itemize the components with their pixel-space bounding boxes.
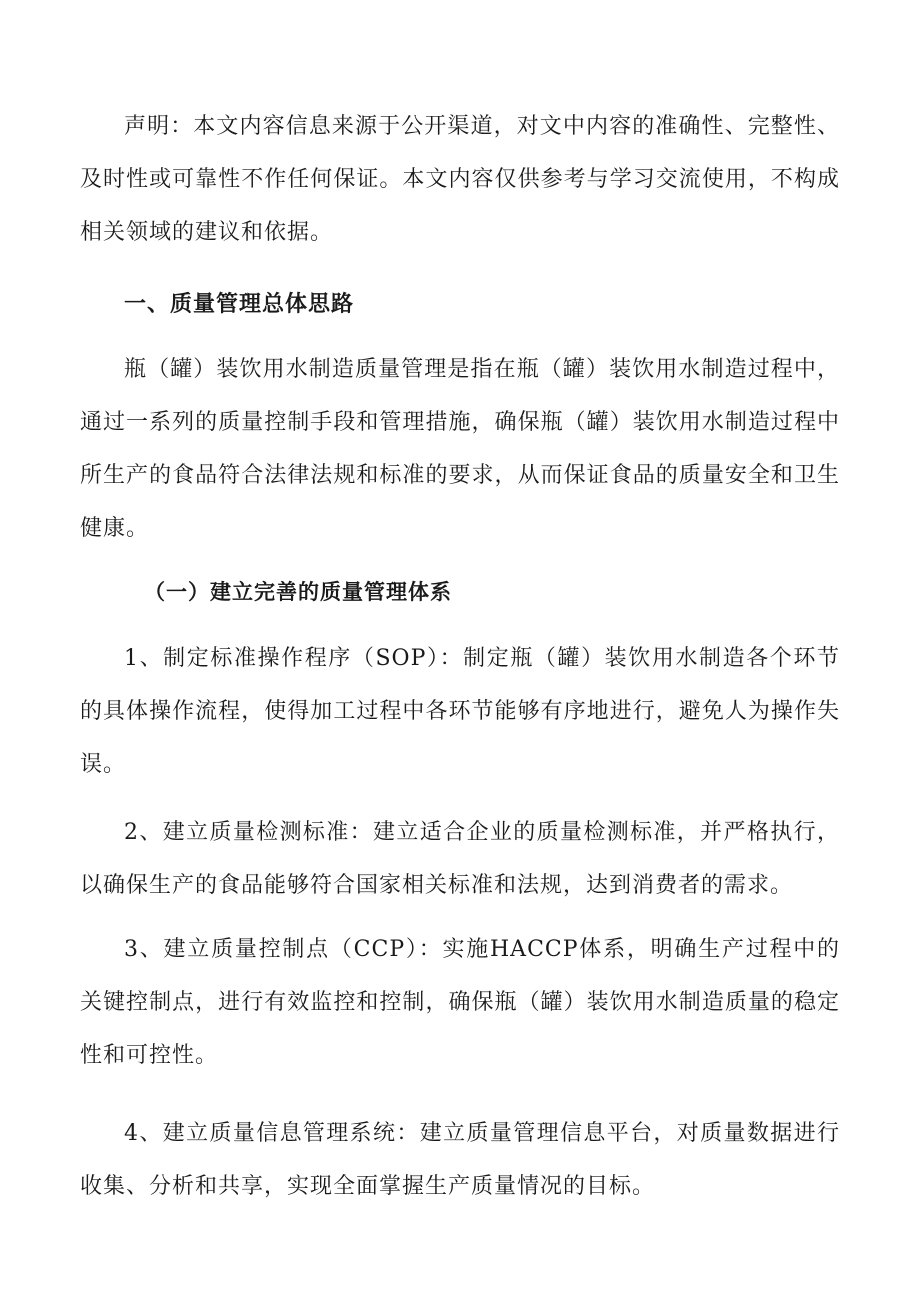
list-item-4: 4、建立质量信息管理系统：建立质量管理信息平台，对质量数据进行收集、分析和共享，实现全面掌握生产质量情况的目标。 [80,1121,840,1199]
subsection-title: （一）建立完善的质量管理体系 [144,579,452,604]
section-intro-paragraph: 瓶（罐）装饮用水制造质量管理是指在瓶（罐）装饮用水制造过程中，通过一系列的质量控制手段和管理措施，确保瓶（罐）装饮用水制造过程中所生产的食品符合法律法规和标准的要求，从而保证食品的质量安全和卫生健康。 [80,357,840,541]
list-item-1: 1、制定标准操作程序（SOP）：制定瓶（罐）装饮用水制造各个环节的具体操作流程，使得加工过程中各环节能够有序地进行，避免人为操作失误。 [80,646,840,777]
list-item-2: 2、建立质量检测标准：建立适合企业的质量检测标准，并严格执行，以确保生产的食品能够符合国家相关标准和法规，达到消费者的需求。 [80,820,840,898]
section-title: 一、质量管理总体思路 [124,292,355,317]
list-item-3: 3、建立质量控制点（CCP）：实施HACCP体系，明确生产过程中的关键控制点，进行有效监控和控制，确保瓶（罐）装饮用水制造质量的稳定性和可控性。 [80,937,840,1068]
disclaimer-paragraph: 声明：本文内容信息来源于公开渠道，对文中内容的准确性、完整性、及时性或可靠性不作任何保证。本文内容仅供参考与学习交流使用，不构成相关领域的建议和依据。 [80,114,840,245]
